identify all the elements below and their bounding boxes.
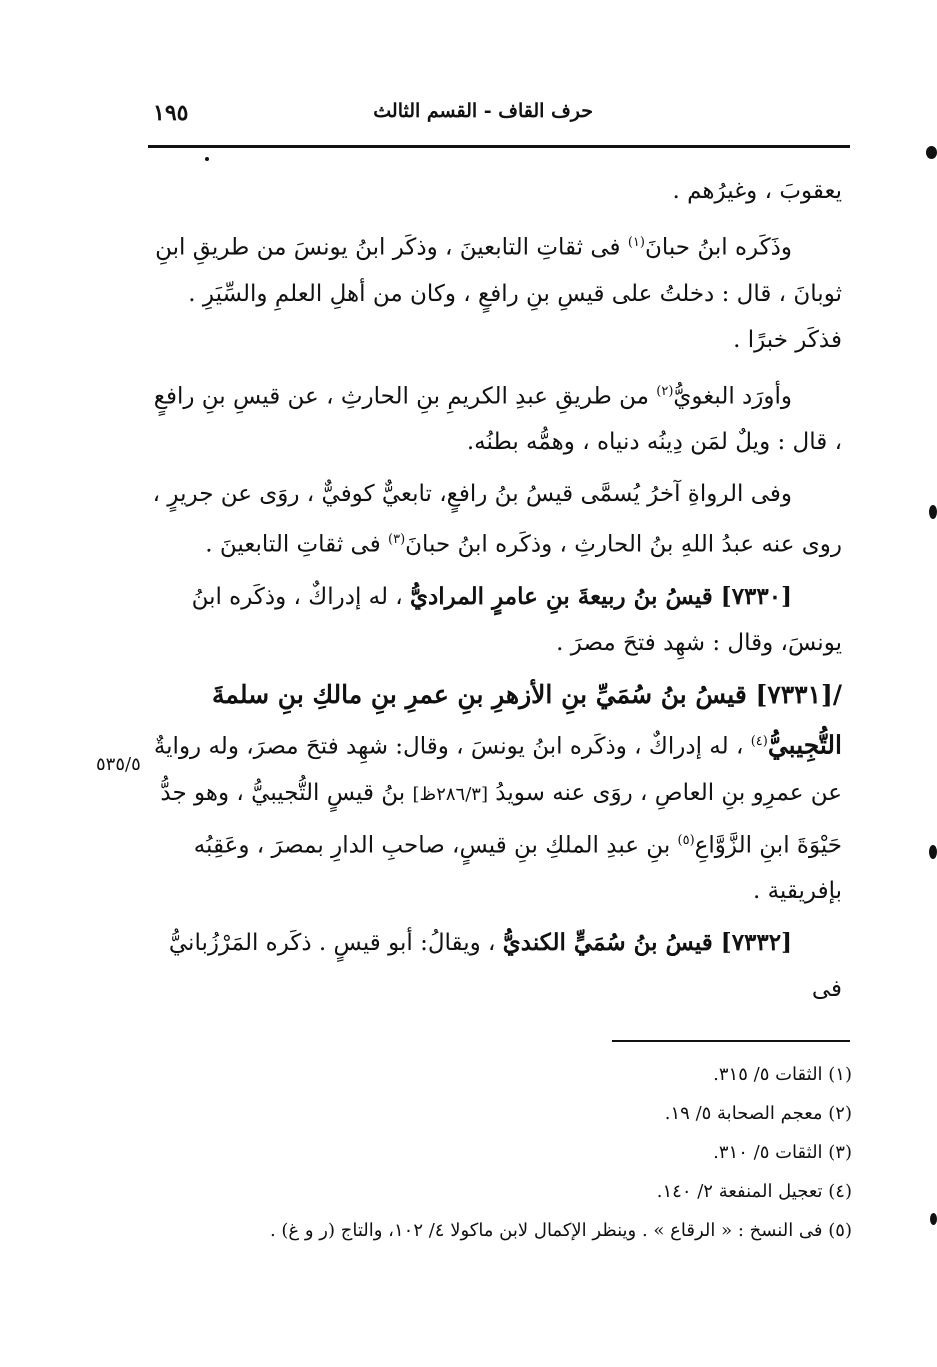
paragraph-text: من طريقِ عبدِ الكريمِ بنِ الحارثِ ، عن قيسِ بنِ رافعٍ ، قال : ويلٌ لمَن دِينُه دنياه ، وهمُّه بطنُه.	[153, 383, 842, 456]
main-text	[152, 168, 842, 1018]
footnote-ref[interactable]: (٢)	[656, 383, 674, 399]
footnote-1: (١) الثقات ٥/ ٣١٥.	[713, 1064, 852, 1085]
paragraph-1	[152, 168, 842, 214]
paragraph-4	[152, 471, 842, 568]
paragraph-3	[152, 369, 842, 466]
footnotes	[150, 1055, 852, 1250]
entry-text: بنُ قيسٍ التُّجيبيُّ ، وهو جدُّ حَيْوَةَ ابنِ الزَّوَّاعِ	[160, 779, 842, 859]
entry-name: ] قيسُ بنُ سُمَيٍّ الكنديُّ	[502, 929, 732, 957]
entry-text: ، له إدراكٌ ، وذكَره ابنُ يونسَ ، وقال: شهِد فتحَ مصرَ، وله روايةٌ عن عمرِو بنِ العاصِ ، روَى عنه سويدُ	[153, 733, 842, 806]
entry-text: بنِ عبدِ الملكِ بنِ قيسٍ، صاحبِ الدارِ بمصرَ ، وعَقِبُه بإفريقية .	[193, 832, 842, 905]
entry-text: ، ويقالُ: أبو قيسٍ . ذكَره المَرْزُبانيُّ فى	[168, 930, 842, 1003]
scan-speck	[926, 146, 937, 159]
header-rule	[148, 145, 850, 148]
entry-number: /[٧٣٣١	[767, 679, 842, 709]
scan-speck	[929, 845, 937, 859]
footnote-4: (٤) تعجيل المنفعة ٢/ ١٤٠.	[656, 1181, 852, 1202]
entry-text: ، له إدراكٌ ، وذكَره ابنُ يونسَ، وقال : شهِد فتحَ مصرَ .	[191, 583, 842, 656]
manuscript-ref: [٢٨٦/٣ظ]	[412, 783, 488, 805]
scan-speck	[930, 1213, 937, 1225]
footnote-5: (٥) فى النسخ : « الرقاع » . وينظر الإكمال لابن ماكولا ٤/ ١٠٢، والتاج (ر و غ) .	[269, 1220, 852, 1241]
scan-speck	[929, 505, 937, 519]
margin-volume-ref: ٥٣٥/٥	[96, 754, 141, 775]
entry-7330	[152, 574, 842, 666]
paragraph-text: وأورَد البغويُّ	[673, 383, 792, 410]
entry-7331	[152, 672, 842, 914]
entry-number: [٧٣٣٠	[731, 582, 792, 610]
footnote-ref[interactable]: (٣)	[388, 532, 406, 548]
footnote-ref[interactable]: (٥)	[677, 832, 695, 848]
entry-name: ] قيسُ بنُ سُمَيِّ بنِ الأزهرِ بنِ عمرِ بنِ مالكِ بنِ سلمةَ التُّجِيبيُّ	[212, 679, 842, 760]
paragraph-text: يعقوبَ ، وغيرُهم .	[672, 178, 842, 204]
page-header	[148, 92, 848, 132]
page-number: ١٩٥	[153, 100, 189, 126]
entry-number: [٧٣٣٢	[731, 929, 792, 957]
footnote-ref[interactable]: (١)	[627, 235, 645, 250]
paragraph-2	[152, 220, 842, 363]
paragraph-text: وذَكَره ابنُ حبانَ	[644, 234, 792, 261]
footnote-3: (٣) الثقات ٥/ ٣١٠.	[713, 1142, 852, 1163]
scan-speck	[205, 157, 209, 161]
entry-name: ] قيسُ بنُ ربيعةَ بنِ عامرٍ المراديُّ	[410, 582, 732, 610]
paragraph-text: وفى الرواةِ آخرُ يُسمَّى قيسُ بنُ رافعٍ، تابعيٌّ كوفيٌّ ، روَى عن جريرٍ ، روى عنه عبدُ اللهِ بنُ الحارثِ ، وذكَره ابنُ حبانَ	[152, 481, 842, 558]
paragraph-text: فى ثقاتِ التابعينَ .	[205, 531, 389, 558]
footnote-ref[interactable]: (٤)	[750, 733, 768, 749]
footnote-rule	[612, 1040, 850, 1042]
running-title: حرف القاف - القسم الثالث	[373, 100, 593, 122]
entry-7332	[152, 920, 842, 1012]
footnote-2: (٢) معجم الصحابة ٥/ ١٩.	[664, 1103, 852, 1124]
paragraph-text: فى ثقاتِ التابعينَ ، وذكَر ابنُ يونسَ من طريقِ ابنِ ثوبانَ ، قال : دخلتُ على قيسِ بنِ رافعٍ ، وكان من أهلِ العلمِ والسِّيَرِ . فذكَر خبرًا .	[155, 234, 842, 353]
